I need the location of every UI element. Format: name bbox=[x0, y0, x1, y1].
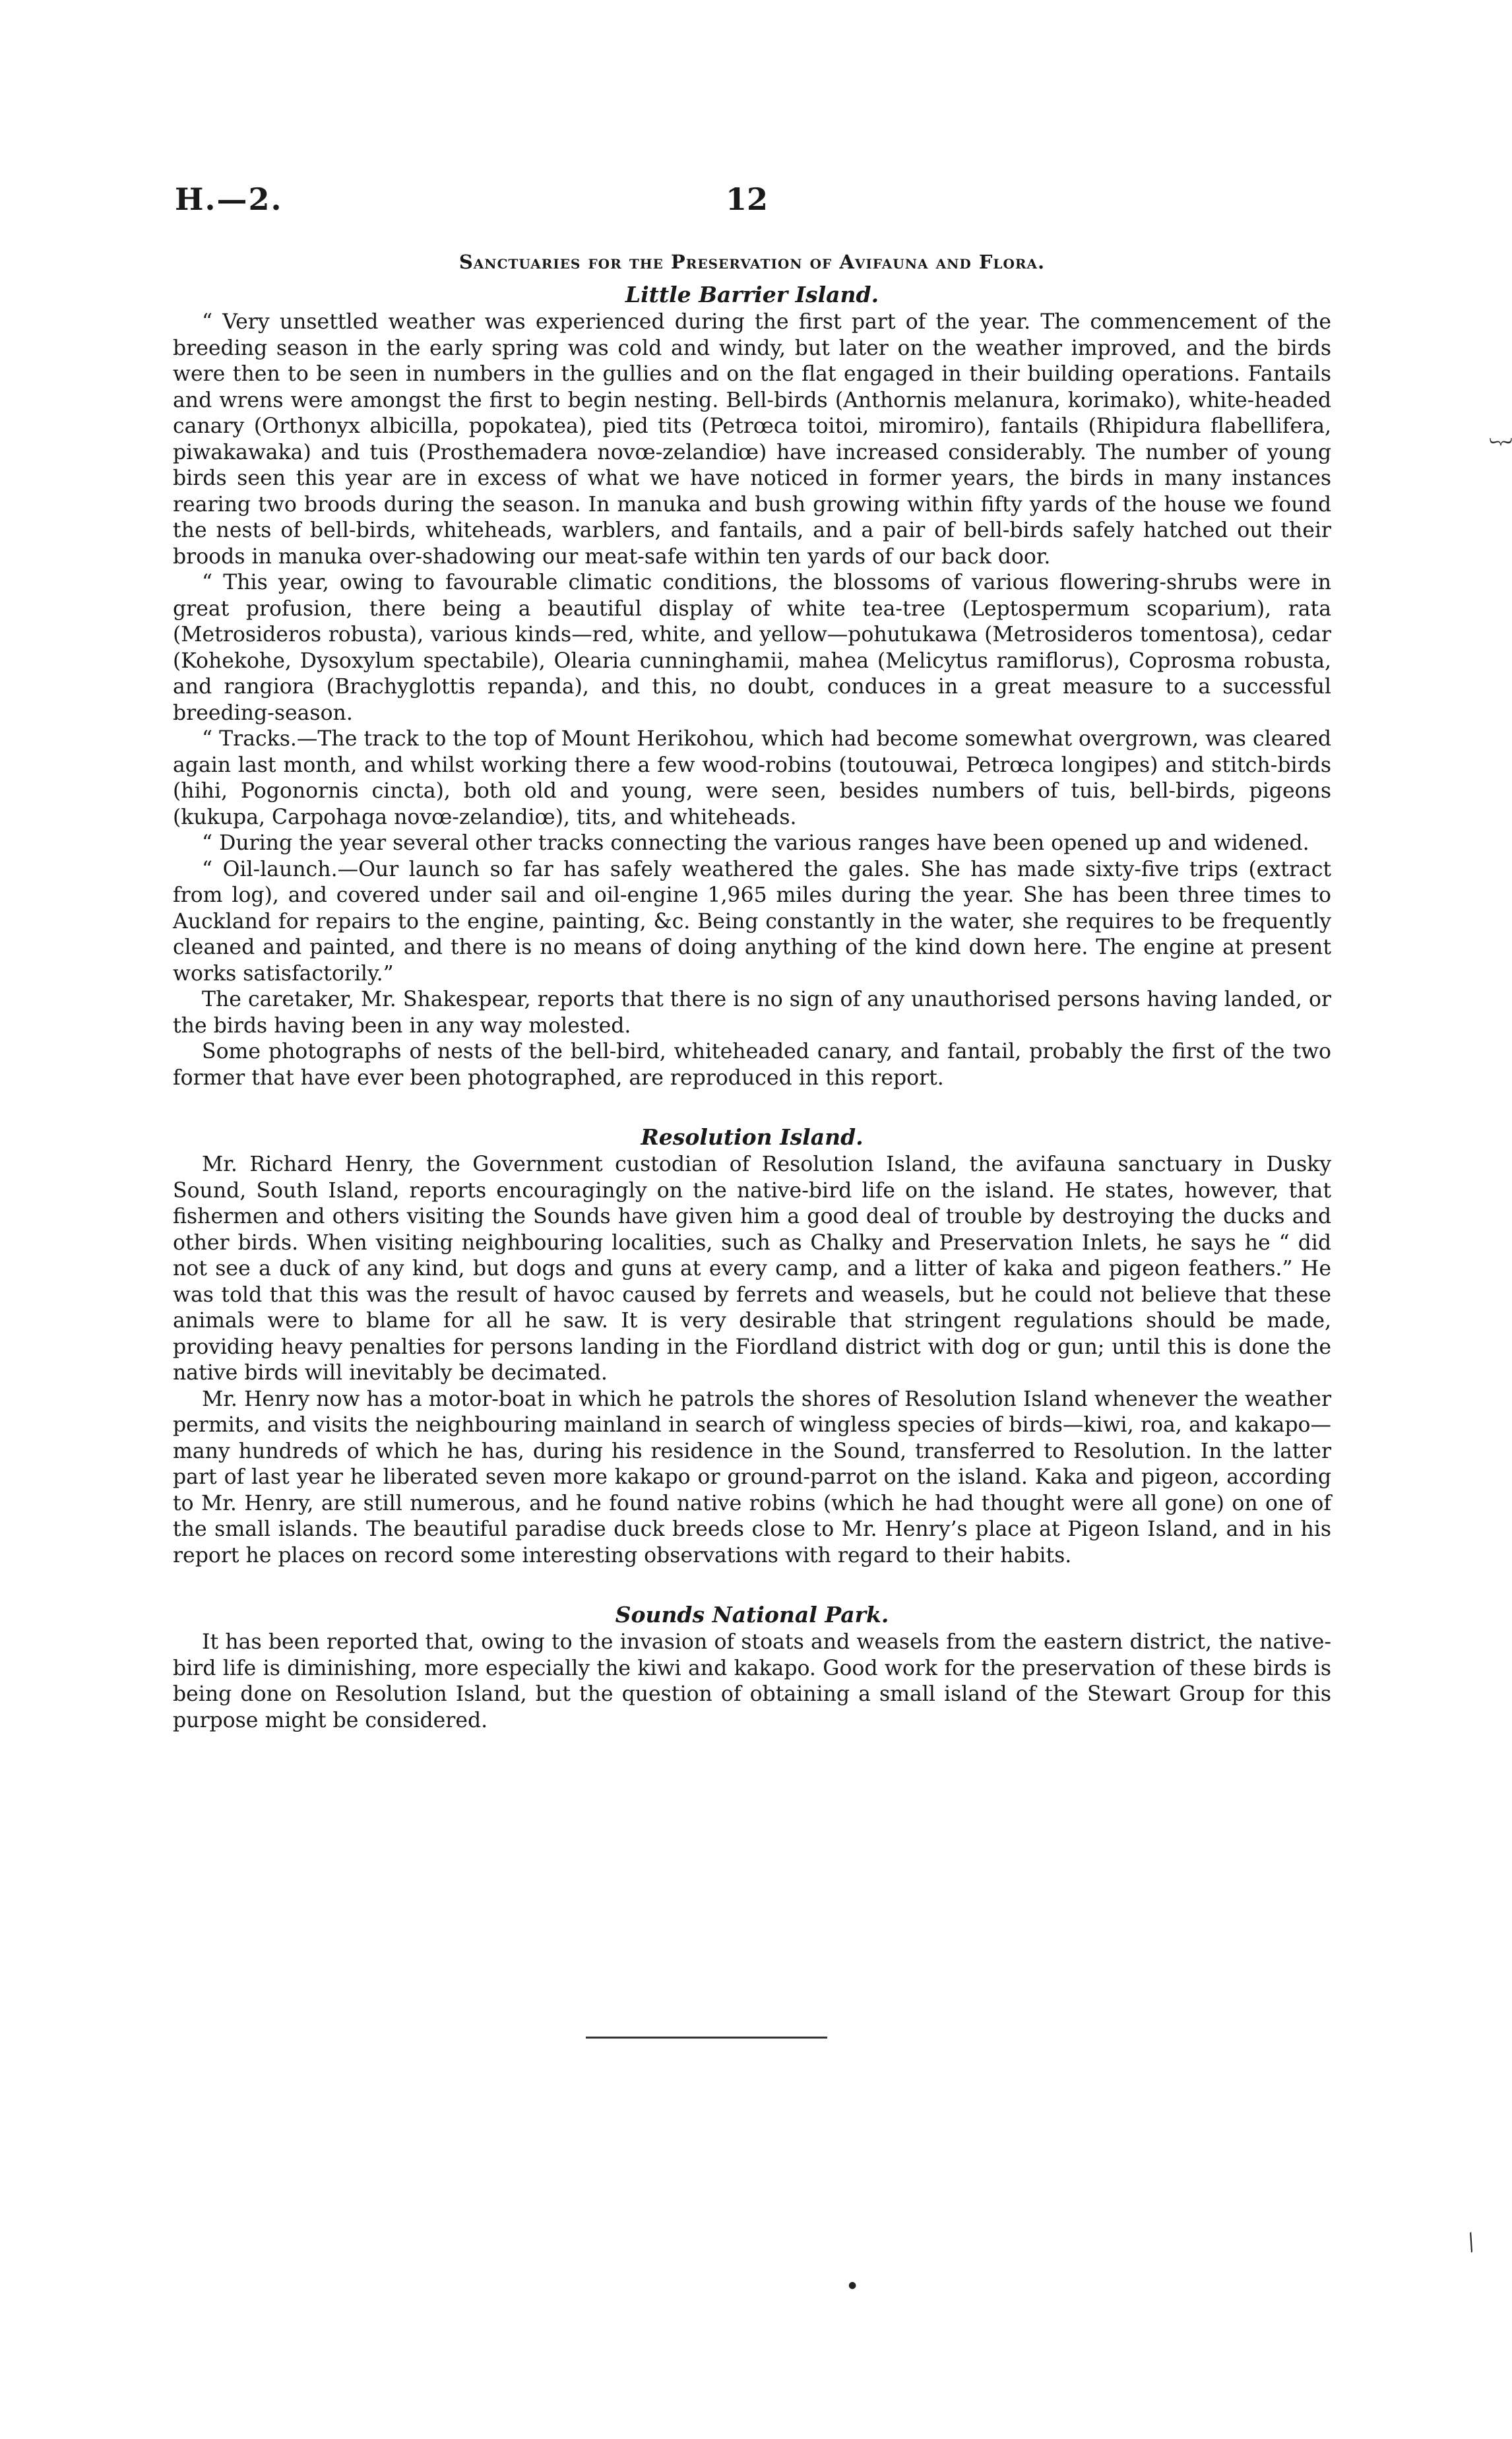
paragraph: “ Tracks.—The track to the top of Mount Herikohou, which had become somewhat overgrown, was cleared again last month, and whilst working there a few wood-robins (toutouwai, Petrœca longipes) and stitch-birds (hihi, Pogonornis cincta), both old and young, were seen, besides numbers of tuis, bell-birds, pigeons (kukupa, Carpohaga novœ-zelandiœ), tits, and whiteheads. bbox=[173, 727, 1331, 829]
page-number: 12 bbox=[726, 181, 769, 217]
paragraph: Mr. Richard Henry, the Government custodian of Resolution Island, the avifauna sanctuary in Dusky Sound, South Island, reports encouragingly on the native-bird life on the island. He states, however, that fishermen and others visiting the Sounds have given him a good deal of trouble by destroying the ducks and other birds. When visiting neighbouring localities, such as Chalky and Preservation Inlets, he says he “ did not see a duck of any kind, but dogs and guns at every camp, and a litter of kaka and pigeon feathers.” He was told that this was the result of havoc caused by ferrets and weasels, but he could not believe that these animals were to blame for all he saw. It is very desirable that stringent regulations should be made, providing heavy penalties for persons landing in the Fiordland district with dog or gun; until this is done the native birds will inevitably be decimated. bbox=[173, 1153, 1331, 1385]
paragraph: “ During the year several other tracks connecting the various ranges have been opened up and widened. bbox=[202, 831, 1309, 855]
section-heading: Resolution Island. bbox=[641, 1124, 864, 1150]
section-resolution-island bbox=[173, 1123, 1331, 1569]
paragraph: “ Oil-launch.—Our launch so far has safely weathered the gales. She has made sixty-five trips (extract from log), and covered under sail and oil-engine 1,965 miles during the year. She has been three times to Auckland for repairs to the engine, painting, &c. Being constantly in the water, she requires to be frequently cleaned and painted, and there is no means of doing anything of the kind down here. The engine at present works satisfactorily.” bbox=[173, 857, 1331, 986]
section-heading: Little Barrier Island. bbox=[625, 282, 879, 307]
paragraph: Some photographs of nests of the bell-bird, whiteheaded canary, and fantail, probably the first of the two former that have ever been photographed, are reproduced in this report. bbox=[173, 1040, 1331, 1090]
paragraph: “ Very unsettled weather was experienced during the first part of the year. The commencement of the breeding season in the early spring was cold and windy, but later on the weather improved, and the birds were then to be seen in numbers in the gullies and on the flat engaged in their building operations. Fantails and wrens were amongst the first to begin nesting. Bell-birds (Anthornis melanura, korimako), white-headed canary (Orthonyx albicilla, popokatea), pied tits (Petrœca toitoi, miromiro), fantails (Rhipidura flabellifera, piwakawaka) and tuis (Prosthemadera novœ-zelandiœ) have increased considerably. The number of young birds seen this year are in excess of what we have noticed in former years, the birds in many instances rearing two broods during the season. In manuka and bush growing within fifty yards of the house we found the nests of bell-birds, whiteheads, warblers, and fantails, and a pair of bell-birds safely hatched out their broods in manuka over-shadowing our meat-safe within ten yards of our back door. bbox=[173, 310, 1331, 569]
section-little-barrier-island bbox=[173, 280, 1331, 1091]
speck-mark: ● bbox=[848, 2280, 857, 2291]
paragraph: It has been reported that, owing to the invasion of stoats and weasels from the eastern district, the native-bird life is diminishing, more especially the kiwi and kakapo. Good work for the preservation of these birds is being done on Resolution Island, but the question of obtaining a small island of the Stewart Group for this purpose might be considered. bbox=[173, 1630, 1331, 1732]
section-sounds-national-park bbox=[173, 1600, 1331, 1734]
closing-rule bbox=[586, 2037, 827, 2039]
paragraph: Mr. Henry now has a motor-boat in which he patrols the shores of Resolution Island whenever the weather permits, and visits the neighbouring mainland in search of wingless species of birds—kiwi, roa, and kakapo—many hundreds of which he has, during his residence in the Sound, transferred to Resolution. In the latter part of last year he liberated seven more kakapo or ground-parrot on the island. Kaka and pigeon, according to Mr. Henry, are still numerous, and he found native robins (which he had thought were all gone) on one of the small islands. The beautiful paradise duck breeds close to Mr. Henry’s place at Pigeon Island, and in his report he places on record some interesting observations with regard to their habits. bbox=[173, 1387, 1331, 1568]
paragraph: “ This year, owing to favourable climatic conditions, the blossoms of various flowering-shrubs were in great profusion, there being a beautiful display of white tea-tree (Leptospermum scoparium), rata (Metrosideros robusta), various kinds—red, white, and yellow—pohutukawa (Metrosideros tomentosa), cedar (Kohekohe, Dysoxylum spectabile), Olearia cunninghamii, mahea (Melicytus ramiflorus), Coprosma robusta, and rangiora (Brachyglottis repanda), and this, no doubt, conduces in a great measure to a successful breeding-season. bbox=[173, 571, 1331, 725]
paragraph: The caretaker, Mr. Shakespear, reports that there is no sign of any unauthorised persons having landed, or the birds having been in any way molested. bbox=[173, 988, 1331, 1038]
margin-mark: ⁄ bbox=[1463, 2231, 1481, 2256]
page-header bbox=[175, 181, 1342, 221]
section-heading: Sounds National Park. bbox=[615, 1602, 889, 1628]
main-title: Sanctuaries for the Preservation of Avifauna and Flora. bbox=[458, 251, 1046, 273]
document-reference: H.—2. bbox=[175, 181, 283, 217]
page-content bbox=[173, 247, 1331, 1734]
margin-mark: ︸ bbox=[1490, 437, 1512, 464]
